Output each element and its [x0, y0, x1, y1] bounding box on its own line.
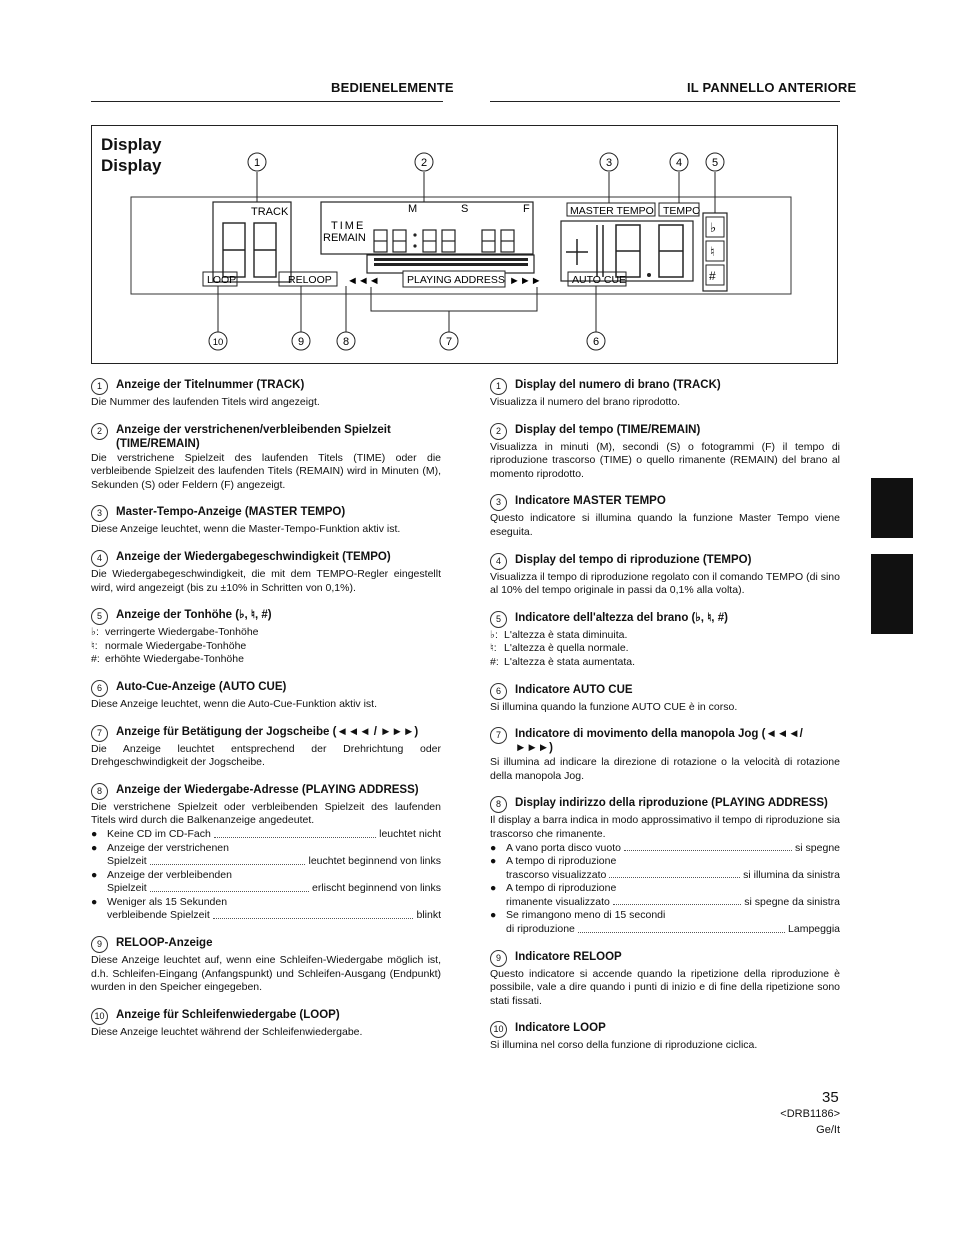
svg-text:7: 7 — [445, 336, 453, 348]
de-item-4: 4 Anzeige der Wiedergabegeschwindigkeit (TEMPO) Die Wiedergabegeschwindigkeit, die mit dem TEMPO-Regler eingestellt wird, wird angezeigt (bis zu ±10% in Schritten von 0,1%). — [91, 550, 441, 594]
document-code: <DRB1186> — [780, 1108, 840, 1120]
section-tab-lower — [871, 554, 913, 634]
it-item-2: 2 Display del tempo (TIME/REMAIN) Visualizza in minuti (M), secondi (S) o fotogrammi (F) il tempo di riproduzione trascorso (TIME) o quello rimanente (REMAIN) del brano al momento riprodotto. — [490, 423, 840, 480]
label-track: TRACK — [251, 206, 289, 218]
column-it — [490, 378, 840, 1066]
de-item-5: 5 Anzeige der Tonhöhe (♭, ♮, #) ♭: verringerte Wiedergabe-Tonhöhe ♮: normale Wiedergabe-Tonhöhe #: erhöhte Wiedergabe-Tonhöhe — [91, 609, 272, 666]
section-tab-upper — [871, 478, 913, 538]
label-reloop: RELOOP — [288, 274, 332, 286]
de-item-1 — [91, 378, 441, 410]
playing-address-bar — [374, 258, 528, 266]
svg-text:6: 6 — [592, 336, 600, 348]
header-left: BEDIENELEMENTE — [331, 80, 454, 95]
de-item-3: 3 Master-Tempo-Anzeige (MASTER TEMPO) Diese Anzeige leuchtet, wenn die Master-Tempo-Funktion aktiv ist. — [91, 506, 401, 536]
label-loop: LOOP — [207, 274, 237, 286]
it-item-1: 1 Display del numero di brano (TRACK) Visualizza il numero del brano riprodotto. — [490, 379, 721, 408]
label-playing-address: PLAYING ADDRESS — [407, 274, 505, 286]
it-item-4: 4 Display del tempo di riproduzione (TEMPO) Visualizza il tempo di riproduzione regolato con il comando TEMPO (di sino al 10% del tempo originale in passi da 0,1% alla volta). — [490, 553, 840, 597]
label-m: M — [408, 203, 418, 215]
it-item-10: 10 Indicatore LOOP Si illumina nel corso della funzione di riproduzione ciclica. — [490, 1022, 758, 1052]
header-rule-right — [490, 101, 840, 102]
label-time: TIME — [331, 220, 366, 232]
svg-text:4: 4 — [675, 157, 683, 169]
it-item-5: 5 Indicatore dell'altezza del brano (♭, ♮, #) ♭: L'altezza è stata diminuita. ♮: L'altezza è quella normale. #: L'altezza è stata aumentata. — [490, 611, 728, 668]
label-master-tempo: MASTER TEMPO — [570, 205, 654, 217]
de-item-9: 9 RELOOP-Anzeige Diese Anzeige leuchtet auf, wenn eine Schleifen-Wiedergabe möglich ist, d.h. Schleifen-Eingang (Anfangspunkt) und Schleifen-Ausgang (Endpunkt) wurden in den Speicher eingegeben. — [91, 937, 441, 994]
it-item-9: 9 Indicatore RELOOP Questo indicatore si accende quando la ripetizione della riproduzione è possibile, vale a dire quando i punti di inizio e di fine della ripetizione sono stati fissati. — [490, 950, 840, 1007]
figure-title-de: Display — [101, 135, 162, 154]
de-item-7: 7 Anzeige für Betätigung der Jogscheibe (◄◄◄ / ►►►) Die Anzeige leuchtet entsprechend der Drehrichtung oder Drehgeschwindigkeit der Jogscheibe. — [91, 725, 441, 769]
de-item-8: 8 Anzeige der Wiedergabe-Adresse (PLAYING ADDRESS) Die verstrichene Spielzeit oder verbleibenden Spielzeit des laufenden Titels wird durch die Balkenanzeige angedeutet. ● Keine CD im CD-Fach leuchtet nicht ● Anzeige der verstrichenen Spielzeit leuchtet beginnend von links ● Anzeige der verbleibenden Spielzeit erlischt beginnend von links ● Weniger als 15 Sekunden verbleibende Spielzeit blinkt — [91, 783, 441, 922]
svg-text:5: 5 — [711, 157, 719, 169]
label-f: F — [523, 203, 530, 215]
page-number: 35 — [822, 1089, 839, 1106]
svg-text:2: 2 — [420, 157, 428, 169]
label-auto-cue: AUTO CUE — [572, 274, 627, 286]
it-item-8: 8 Display indirizzo della riproduzione (PLAYING ADDRESS) Il display a barra indica in modo approssimativo il tempo di riproduzione sia trascorso che rimanente. ● A vano porta disco vuoto si spegne ● A tempo di riproduzione trascorso visualizzato si illumina da sinistra ● A tempo di riproduzione rimanente visualizzato si spegne da sinistra ● Se rimangono meno di 15 secondi di riproduzione Lampeggia — [490, 797, 840, 936]
de-item-2: 2 Anzeige der verstrichenen/verbleibenden Spielzeit (TIME/REMAIN) Die verstrichene Spielzeit des laufenden Titels (TIME) oder die verbleibende Spielzeit des laufenden Titels (REMAIN) wird in Minuten (M), Sekunden (S) oder Feldern (F) angezeigt. — [91, 423, 441, 491]
figure-title-it: Display — [101, 156, 162, 175]
header-right: IL PANNELLO ANTERIORE — [687, 80, 857, 95]
label-s: S — [461, 203, 469, 215]
it-item-6: 6 Indicatore AUTO CUE Si illumina quando la funzione AUTO CUE è in corso. — [490, 683, 738, 713]
label-remain: REMAIN — [323, 232, 366, 244]
de-item-10: 10 Anzeige für Schleifenwiedergabe (LOOP) Diese Anzeige leuchtet während der Schleifenwiedergabe. — [91, 1008, 363, 1038]
svg-text:8: 8 — [342, 336, 350, 348]
track-digits — [223, 223, 276, 277]
svg-text:9: 9 — [297, 336, 305, 348]
it-item-7: 7 Indicatore di movimento della manopola Jog (◄◄◄/ ►►►) Si illumina ad indicare la direzione di rotazione o la velocità di rotazione della manopola Jog. — [490, 728, 840, 782]
callout-numbers — [209, 153, 724, 350]
it-item-3: 3 Indicatore MASTER TEMPO Questo indicatore si illumina quando la funzione Master Tempo viene eseguita. — [490, 495, 840, 538]
tempo-digits — [566, 225, 683, 277]
time-digits — [374, 230, 514, 252]
label-tempo: TEMPO — [663, 205, 701, 217]
de-item-6: 6 Auto-Cue-Anzeige (AUTO CUE) Diese Anzeige leuchtet, wenn die Auto-Cue-Funktion aktiv ist. — [91, 680, 377, 710]
item-body: Die Nummer des laufenden Titels wird angezeigt. — [91, 396, 320, 408]
item-title: Anzeige der Titelnummer (TRACK) — [116, 379, 305, 391]
sharp-icon: # — [709, 269, 716, 283]
display-diagram — [91, 125, 838, 364]
svg-text:10: 10 — [212, 337, 224, 348]
svg-text:3: 3 — [605, 157, 613, 169]
label-jog-rev: ◄◄◄ — [347, 275, 380, 287]
column-de — [91, 378, 441, 1052]
flat-icon: ♭ — [710, 220, 717, 235]
svg-text:1: 1 — [253, 157, 261, 169]
header-rule-left — [91, 101, 443, 102]
label-jog-fwd: ►►► — [509, 275, 542, 287]
item-number: 1 — [91, 378, 108, 395]
language-code: Ge/It — [816, 1124, 840, 1136]
natural-icon: ♮ — [710, 244, 715, 259]
